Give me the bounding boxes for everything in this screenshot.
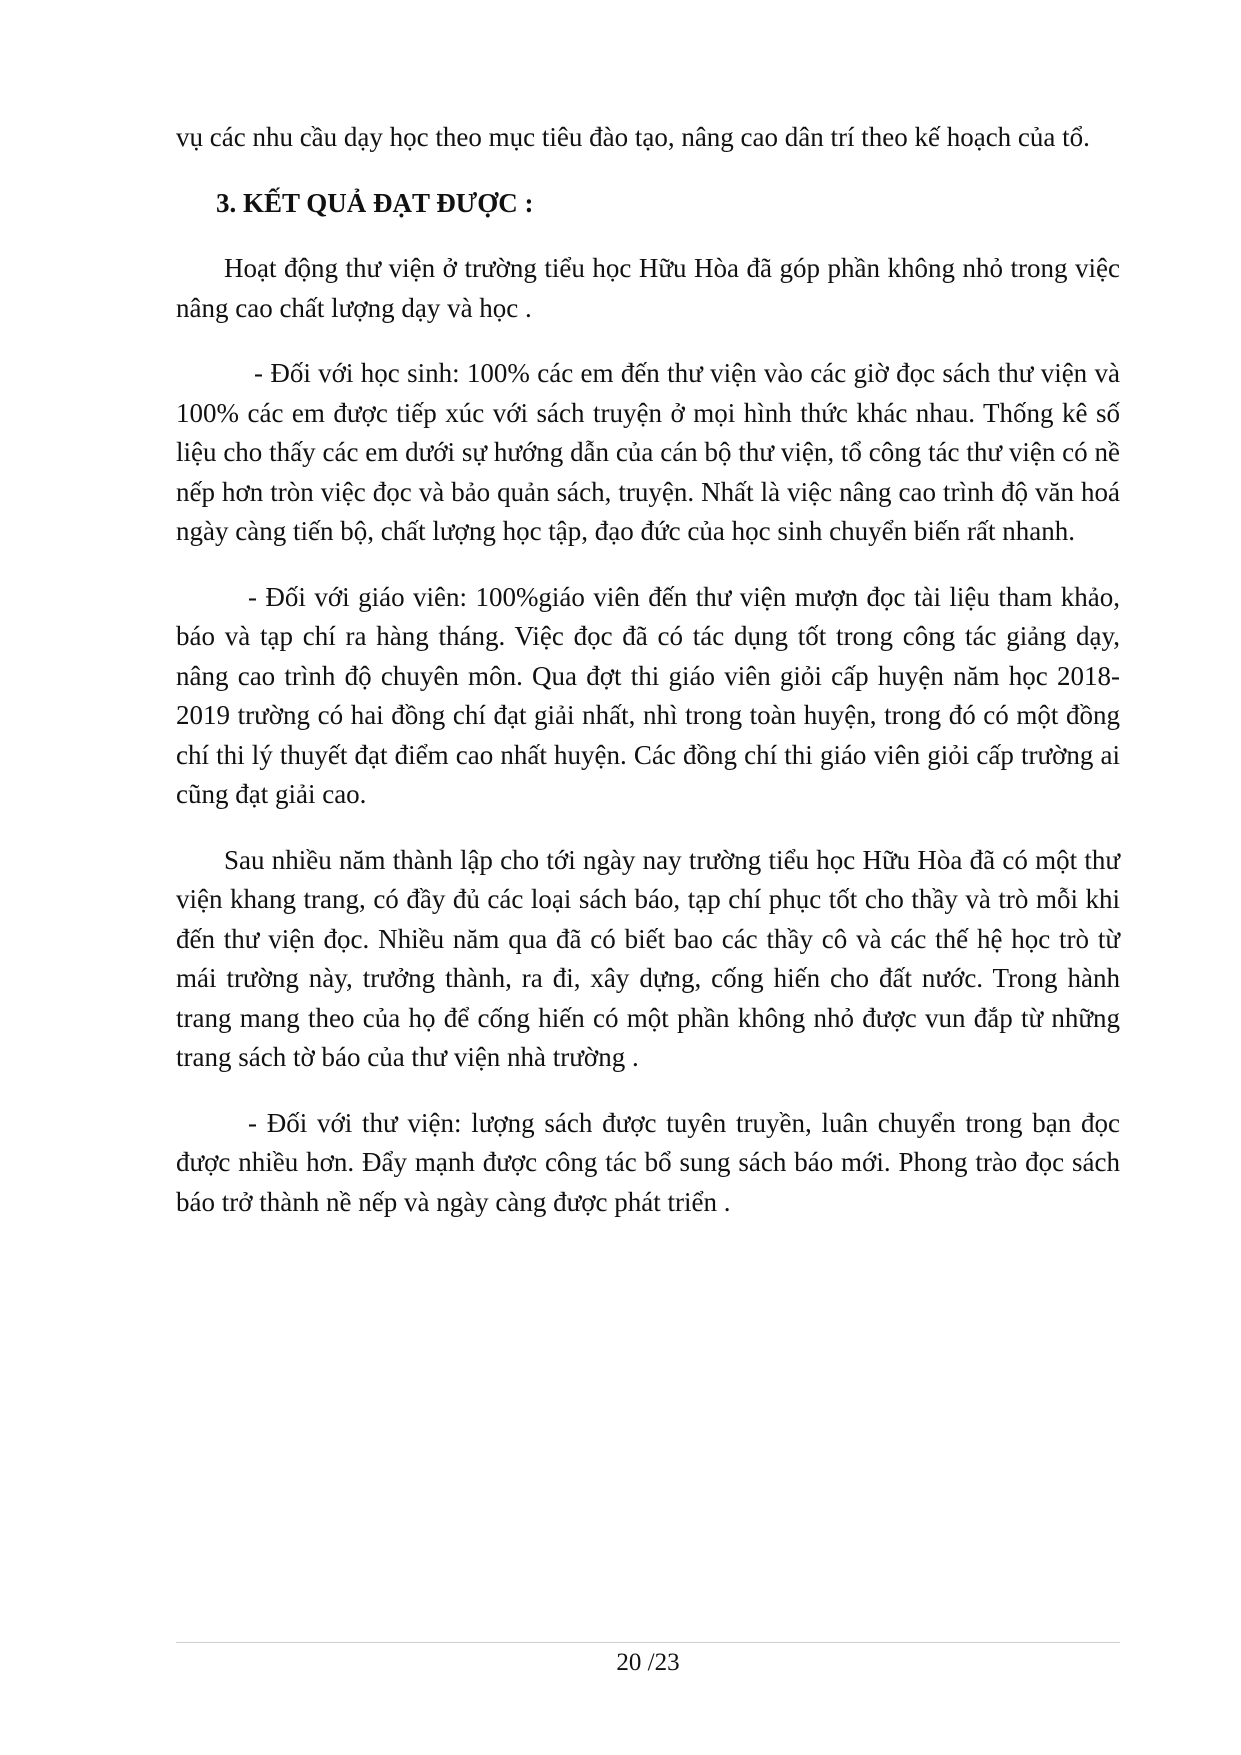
teachers-paragraph: - Đối với giáo viên: 100%giáo viên đến thư viện mượn đọc tài liệu tham khảo, báo và tạp chí ra hàng tháng. Việc đọc đã có tác dụng tốt trong công tác giảng dạy, nâng cao trình độ chuyên môn. Qua đợt thi giáo viên giỏi cấp huyện năm học 2018- 2019 trường có hai đồng chí đạt giải nhất, nhì trong toàn huyện, trong đó có một đồng chí thi lý thuyết đạt điểm cao nhất huyện. Các đồng chí thi giáo viên giỏi cấp trường ai cũng đạt giải cao. (176, 581, 1120, 809)
history-paragraph: Sau nhiều năm thành lập cho tới ngày nay trường tiểu học Hữu Hòa đã có một thư viện khang trang, có đầy đủ các loại sách báo, tạp chí phục tốt cho thầy và trò mỗi khi đến thư viện đọc. Nhiều năm qua đã có biết bao các thầy cô và các thế hệ học trò từ mái trường này, trưởng thành, ra đi, xây dựng, cống hiến cho đất nước. Trong hành trang mang theo của họ để cống hiến có một phần không nhỏ được vun đắp từ những trang sách tờ báo của thư viện nhà trường . (176, 844, 1120, 1072)
continuation-paragraph: vụ các nhu cầu dạy học theo mục tiêu đào tạo, nâng cao dân trí theo kế hoạch của tổ. (176, 122, 1090, 152)
page-number: 20 /23 (616, 1649, 680, 1676)
page-body (176, 118, 1120, 1222)
library-paragraph: - Đối với thư viện: lượng sách được tuyên truyền, luân chuyển trong bạn đọc được nhiều hơn. Đẩy mạnh được công tác bổ sung sách báo mới. Phong trào đọc sách báo trở thành nề nếp và ngày càng được phát triển . (176, 1107, 1120, 1217)
footer-divider (176, 1642, 1120, 1643)
students-paragraph: - Đối với học sinh: 100% các em đến thư viện vào các giờ đọc sách thư viện và 100% các em được tiếp xúc với sách truyện ở mọi hình thức khác nhau. Thống kê số liệu cho thấy các em dưới sự hướng dẫn của cán bộ thư viện, tổ công tác thư viện có nề nếp hơn tròn việc đọc và bảo quản sách, truyện. Nhất là việc nâng cao trình độ văn hoá ngày càng tiến bộ, chất lượng học tập, đạo đức của học sinh chuyển biến rất nhanh. (176, 358, 1120, 546)
section-heading: 3. KẾT QUẢ ĐẠT ĐƯỢC : (216, 187, 534, 218)
intro-paragraph: Hoạt động thư viện ở trường tiểu học Hữu Hòa đã góp phần không nhỏ trong việc nâng cao chất lượng dạy và học . (176, 253, 1120, 323)
